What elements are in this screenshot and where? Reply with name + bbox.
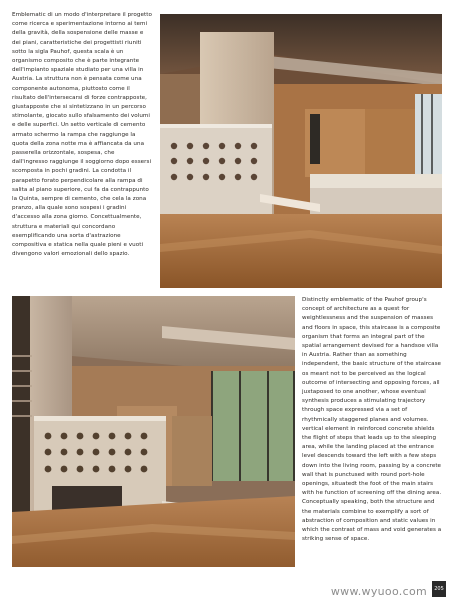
watermark-text: www.wyuoo.com [330,585,427,598]
page-number: 205 [434,586,444,592]
interior-photo-bottom [12,296,295,567]
english-article-text: Distinctly emblematic of the Pauhof group's concept of architecture as a quest for weightlessness and the suspension of masses and floors in space, this staircase is a composite organism that forms an integral part of the spatial arrangement devised for a handsoe villa in Austria. Rather than as something independent, the basic structure of the staircase os meant not to be perceived as the logical outcome of intersecting and opposing forces, all juxtaposed to one another, whose eventual synthesis produces a stimulating trajectory through space expressed via a set of rhythmically staggered planes and volumes. vertical element in reinforced concrete shields the flight of steps that leads up to the sleeping area, while the landing placed at the entrance level descends toward the left with a few steps down into the living room, passing by a concrete wall that is punctused with round port-hole openings, situatedt the foot of the main stairs with he function of screening off the dining area. Conceptually speaking, both the structure and the materials combine to exemplify a sort of abstraction of composition and static values in which the contrast of mass and void generates a striking sense of space. [302,297,442,543]
interior-photo-top-image [160,14,442,288]
italian-article-text: Emblematic di un modo d'interpretare il progetto come ricerca e sperimentazione intorno ai temi della gravità, della sospensione delle masse e dei piani, caratteristiche dei progettisti riuniti sotto la sigla Pauhof, questa scala è un organismo composito che è parte integrante dell'impianto spaziale studiato per una villa in Austria. La struttura non è pensata come una componente autonoma, piuttosto come il risultato dell'intersecarsi di forze contrapposte, giustapposte che si sintetizzano in un percorso stimolante, giocato sullo sfalsamento dei volumi e delle superfici. Un setto verticale di cemento armato schermo la rampa che raggiunge la quota della zona notte ma è affiancata da una passerella orizzontale, sospesa, che dall'ingresso raggiunge il soggiorno dopo essersi scomposta in pochi gradini. La condotta il parapetto forato perpendicolare alla rampa di salita al piano superiore, cui fa da contrappunto la Quinta, sempre di cemento, che cela la zona pranzo, alla quale sono sospesi i gradini d'accesso alla zona giorno. Concettualmente, struttura e materiali qui concordano esemplificando una sorta d'astrazione compositiva e statica nella quale pieni e vuoti divengono valori emozionali dello spazio. [12,12,152,258]
interior-photo-bottom-image [12,296,295,567]
interior-photo-top [160,14,442,288]
